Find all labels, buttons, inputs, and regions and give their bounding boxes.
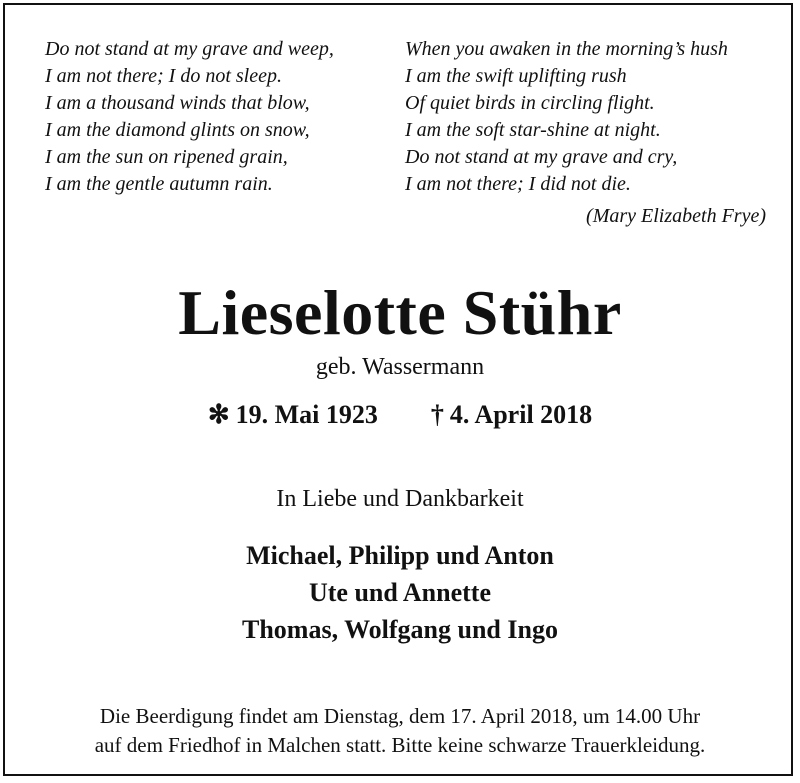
poem-line: I am the diamond glints on snow, bbox=[45, 119, 310, 141]
deceased-name: Lieselotte Stühr bbox=[178, 277, 622, 348]
death-date-group bbox=[431, 398, 592, 432]
funeral-notice bbox=[0, 702, 800, 760]
poem-attribution: (Mary Elizabeth Frye) bbox=[586, 205, 766, 227]
mourner-line: Thomas, Wolfgang und Ingo bbox=[242, 615, 558, 644]
birth-star-icon: ✻ bbox=[207, 400, 230, 429]
death-cross-icon: † bbox=[430, 400, 444, 429]
funeral-notice-line: Die Beerdigung findet am Dienstag, dem 17. April 2018, um 14.00 Uhr bbox=[99, 704, 701, 728]
poem-right-stanza bbox=[405, 36, 728, 198]
dedication: In Liebe und Dankbarkeit bbox=[276, 486, 524, 512]
birth-date-group bbox=[208, 398, 378, 432]
poem-line: Do not stand at my grave and cry, bbox=[405, 146, 678, 168]
poem-line: I am the gentle autumn rain. bbox=[45, 173, 273, 195]
mourners-list bbox=[0, 537, 800, 648]
poem-line: When you awaken in the morning’s hush bbox=[405, 38, 728, 60]
life-dates bbox=[0, 398, 800, 432]
mourner-line: Michael, Philipp und Anton bbox=[246, 541, 554, 570]
mourner-line: Ute und Annette bbox=[308, 578, 491, 607]
death-date: 4. April 2018 bbox=[449, 400, 593, 429]
maiden-name: geb. Wassermann bbox=[315, 354, 485, 380]
poem-line: I am not there; I do not sleep. bbox=[45, 65, 282, 87]
birth-date: 19. Mai 1923 bbox=[235, 400, 378, 429]
poem-line: I am the sun on ripened grain, bbox=[45, 146, 288, 168]
poem-line: I am the swift uplifting rush bbox=[405, 65, 627, 87]
poem-line: I am a thousand winds that blow, bbox=[45, 92, 310, 114]
poem-line: I am the soft star-shine at night. bbox=[405, 119, 661, 141]
poem-line: Do not stand at my grave and weep, bbox=[45, 38, 334, 60]
poem-line: I am not there; I did not die. bbox=[405, 173, 631, 195]
poem-left-stanza bbox=[45, 36, 334, 198]
poem-line: Of quiet birds in circling flight. bbox=[405, 92, 655, 114]
poem bbox=[0, 36, 800, 236]
funeral-notice-line: auf dem Friedhof in Malchen statt. Bitte keine schwarze Trauerkleidung. bbox=[94, 733, 706, 757]
